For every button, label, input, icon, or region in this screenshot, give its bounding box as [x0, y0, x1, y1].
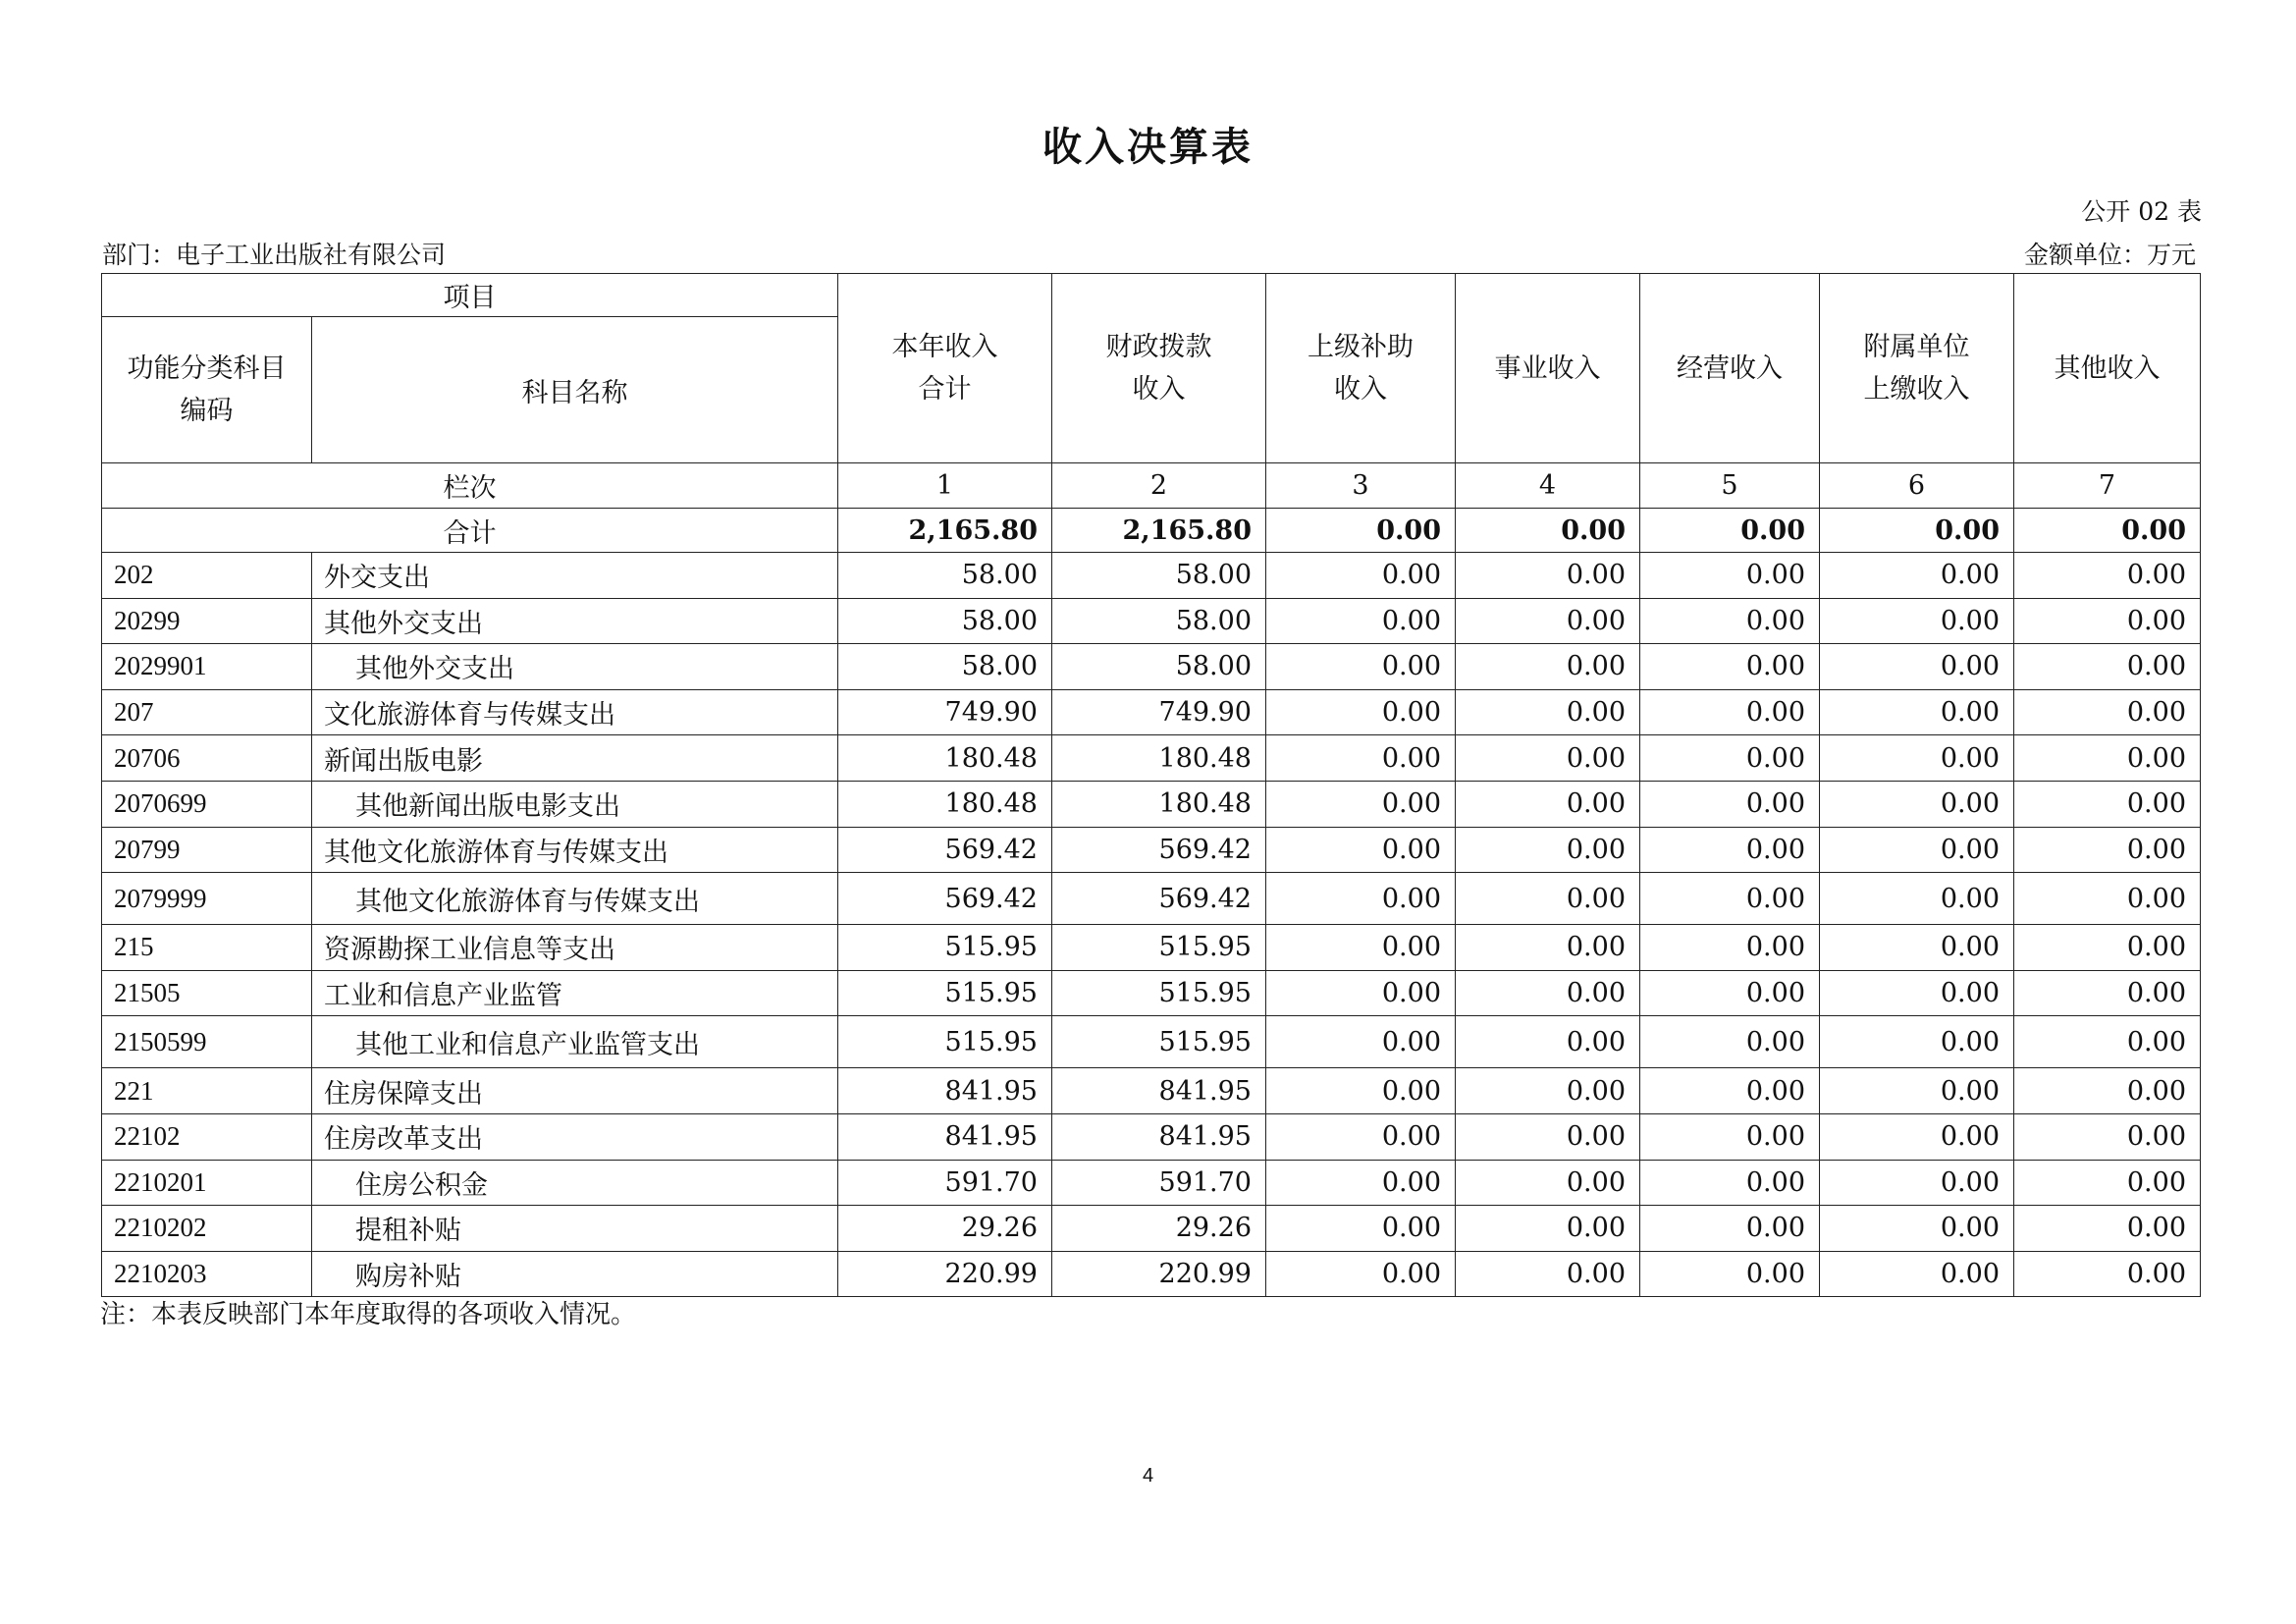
row-value: 0.00	[1456, 598, 1640, 644]
row-value: 0.00	[1456, 735, 1640, 782]
row-name: 住房公积金	[312, 1160, 838, 1206]
row-value: 515.95	[838, 925, 1052, 971]
page-title: 收入决算表	[1042, 125, 1254, 170]
row-code: 2210203	[102, 1251, 312, 1297]
row-code: 2210202	[102, 1206, 312, 1252]
row-value: 0.00	[1266, 781, 1456, 827]
row-name: 提租补贴	[312, 1206, 838, 1252]
table-row	[102, 689, 2201, 735]
row-value: 0.00	[1456, 1160, 1640, 1206]
row-value: 180.48	[1052, 735, 1266, 782]
row-value: 569.42	[1052, 873, 1266, 925]
header-col-7: 其他收入	[2014, 274, 2201, 463]
row-value: 515.95	[838, 1016, 1052, 1068]
row-value: 0.00	[1820, 781, 2014, 827]
row-value: 0.00	[1266, 873, 1456, 925]
row-value: 591.70	[838, 1160, 1052, 1206]
row-value: 0.00	[1820, 925, 2014, 971]
row-code: 2210201	[102, 1160, 312, 1206]
row-name: 其他文化旅游体育与传媒支出	[312, 827, 838, 873]
income-table	[101, 273, 2201, 1297]
row-value: 0.00	[1266, 1068, 1456, 1114]
row-value: 0.00	[1640, 1160, 1820, 1206]
row-value: 0.00	[2014, 781, 2201, 827]
row-name: 外交支出	[312, 553, 838, 599]
row-name: 新闻出版电影	[312, 735, 838, 782]
row-value: 0.00	[2014, 644, 2201, 690]
row-code: 202	[102, 553, 312, 599]
row-name: 其他工业和信息产业监管支出	[312, 1016, 838, 1068]
total-value: 0.00	[1266, 509, 1456, 553]
department-label: 部门：电子工业出版社有限公司	[102, 241, 447, 269]
row-code: 207	[102, 689, 312, 735]
row-value: 0.00	[1820, 1113, 2014, 1160]
header-row-1	[102, 274, 2201, 317]
row-value: 0.00	[1820, 553, 2014, 599]
row-value: 0.00	[2014, 827, 2201, 873]
row-value: 0.00	[1820, 1206, 2014, 1252]
row-name: 其他新闻出版电影支出	[312, 781, 838, 827]
row-code: 215	[102, 925, 312, 971]
row-name: 住房改革支出	[312, 1113, 838, 1160]
row-value: 0.00	[1640, 1251, 1820, 1297]
table-row	[102, 553, 2201, 599]
row-value: 0.00	[2014, 1206, 2201, 1252]
row-value: 0.00	[1266, 598, 1456, 644]
row-name: 其他外交支出	[312, 644, 838, 690]
row-code: 20799	[102, 827, 312, 873]
row-value: 58.00	[1052, 553, 1266, 599]
row-value: 0.00	[2014, 1160, 2201, 1206]
row-value: 0.00	[1456, 970, 1640, 1016]
header-name: 科目名称	[312, 317, 838, 463]
total-row	[102, 509, 2201, 553]
row-value: 0.00	[1456, 827, 1640, 873]
row-value: 569.42	[1052, 827, 1266, 873]
total-value: 2,165.80	[1052, 509, 1266, 553]
row-value: 0.00	[1640, 644, 1820, 690]
row-value: 0.00	[1640, 970, 1820, 1016]
header-col-2: 财政拨款 收入	[1052, 274, 1266, 463]
header-col-4: 事业收入	[1456, 274, 1640, 463]
seq-cell: 5	[1640, 463, 1820, 509]
unit-label: 金额单位：万元	[2023, 241, 2196, 269]
row-value: 180.48	[838, 735, 1052, 782]
row-value: 0.00	[1820, 827, 2014, 873]
table-row	[102, 970, 2201, 1016]
table-row	[102, 1160, 2201, 1206]
row-value: 0.00	[1820, 873, 2014, 925]
row-value: 0.00	[1820, 689, 2014, 735]
total-value: 0.00	[1820, 509, 2014, 553]
row-value: 180.48	[838, 781, 1052, 827]
row-value: 58.00	[1052, 598, 1266, 644]
row-value: 0.00	[1266, 970, 1456, 1016]
seq-label: 栏次	[102, 463, 838, 509]
row-value: 220.99	[838, 1251, 1052, 1297]
form-number: 公开 02 表	[2081, 197, 2202, 226]
row-value: 58.00	[838, 553, 1052, 599]
row-name: 工业和信息产业监管	[312, 970, 838, 1016]
row-code: 21505	[102, 970, 312, 1016]
row-code: 20299	[102, 598, 312, 644]
row-value: 0.00	[1640, 598, 1820, 644]
row-value: 0.00	[1640, 781, 1820, 827]
table-row	[102, 644, 2201, 690]
total-value: 2,165.80	[838, 509, 1052, 553]
row-name: 住房保障支出	[312, 1068, 838, 1114]
header-col-1: 本年收入 合计	[838, 274, 1052, 463]
row-value: 515.95	[1052, 1016, 1266, 1068]
row-value: 0.00	[2014, 598, 2201, 644]
seq-cell: 4	[1456, 463, 1640, 509]
row-name: 文化旅游体育与传媒支出	[312, 689, 838, 735]
row-value: 0.00	[1266, 1113, 1456, 1160]
row-value: 569.42	[838, 873, 1052, 925]
row-value: 0.00	[1456, 1113, 1640, 1160]
row-value: 515.95	[1052, 925, 1266, 971]
total-label: 合计	[102, 509, 838, 553]
row-value: 0.00	[1456, 689, 1640, 735]
row-value: 0.00	[1456, 1016, 1640, 1068]
total-value: 0.00	[1640, 509, 1820, 553]
table-row	[102, 1068, 2201, 1114]
row-value: 220.99	[1052, 1251, 1266, 1297]
row-value: 0.00	[1266, 1251, 1456, 1297]
row-value: 0.00	[1266, 553, 1456, 599]
row-value: 0.00	[1266, 827, 1456, 873]
row-value: 0.00	[1820, 1160, 2014, 1206]
row-value: 0.00	[1640, 1068, 1820, 1114]
row-value: 749.90	[1052, 689, 1266, 735]
row-value: 0.00	[1820, 598, 2014, 644]
row-value: 0.00	[1456, 925, 1640, 971]
row-value: 0.00	[1456, 553, 1640, 599]
row-value: 841.95	[838, 1113, 1052, 1160]
row-value: 0.00	[1820, 970, 2014, 1016]
page-number: 4	[1142, 1465, 1154, 1487]
row-value: 0.00	[1266, 1016, 1456, 1068]
row-value: 0.00	[2014, 925, 2201, 971]
table-row	[102, 827, 2201, 873]
row-value: 0.00	[1640, 873, 1820, 925]
row-value: 841.95	[1052, 1068, 1266, 1114]
seq-cell: 2	[1052, 463, 1266, 509]
row-value: 0.00	[1456, 1068, 1640, 1114]
seq-cell: 3	[1266, 463, 1456, 509]
row-name: 其他文化旅游体育与传媒支出	[312, 873, 838, 925]
row-value: 0.00	[1640, 735, 1820, 782]
row-value: 58.00	[1052, 644, 1266, 690]
row-value: 0.00	[1266, 1206, 1456, 1252]
row-value: 180.48	[1052, 781, 1266, 827]
row-value: 0.00	[2014, 970, 2201, 1016]
row-value: 0.00	[2014, 735, 2201, 782]
row-value: 0.00	[1640, 925, 1820, 971]
row-value: 0.00	[1266, 735, 1456, 782]
row-value: 0.00	[1820, 644, 2014, 690]
data-rows	[102, 553, 2201, 1297]
seq-cell: 7	[2014, 463, 2201, 509]
row-value: 29.26	[838, 1206, 1052, 1252]
total-value: 0.00	[1456, 509, 1640, 553]
table-row	[102, 1206, 2201, 1252]
row-value: 0.00	[1640, 553, 1820, 599]
row-value: 58.00	[838, 644, 1052, 690]
header-code: 功能分类科目 编码	[102, 317, 312, 463]
row-value: 515.95	[1052, 970, 1266, 1016]
table-note: 注：本表反映部门本年度取得的各项收入情况。	[100, 1300, 637, 1329]
header-col-6: 附属单位 上缴收入	[1820, 274, 2014, 463]
row-value: 0.00	[2014, 1068, 2201, 1114]
row-value: 0.00	[1266, 644, 1456, 690]
table-row	[102, 598, 2201, 644]
header-col-3: 上级补助 收入	[1266, 274, 1456, 463]
row-value: 841.95	[838, 1068, 1052, 1114]
row-value: 0.00	[1820, 735, 2014, 782]
row-value: 0.00	[1456, 644, 1640, 690]
row-code: 221	[102, 1068, 312, 1114]
row-name: 购房补贴	[312, 1251, 838, 1297]
row-value: 0.00	[1820, 1251, 2014, 1297]
row-value: 0.00	[1640, 827, 1820, 873]
row-value: 0.00	[1456, 1251, 1640, 1297]
seq-row	[102, 463, 2201, 509]
row-value: 0.00	[2014, 689, 2201, 735]
row-name: 资源勘探工业信息等支出	[312, 925, 838, 971]
row-code: 2070699	[102, 781, 312, 827]
seq-cell: 6	[1820, 463, 2014, 509]
row-value: 569.42	[838, 827, 1052, 873]
row-value: 58.00	[838, 598, 1052, 644]
row-name: 其他外交支出	[312, 598, 838, 644]
row-code: 2079999	[102, 873, 312, 925]
row-code: 22102	[102, 1113, 312, 1160]
table-row	[102, 781, 2201, 827]
total-value: 0.00	[2014, 509, 2201, 553]
row-value: 0.00	[1820, 1068, 2014, 1114]
row-code: 20706	[102, 735, 312, 782]
row-value: 0.00	[1456, 781, 1640, 827]
table-row	[102, 925, 2201, 971]
row-value: 0.00	[1266, 925, 1456, 971]
row-value: 0.00	[2014, 1016, 2201, 1068]
table-row	[102, 1016, 2201, 1068]
row-value: 0.00	[1640, 1016, 1820, 1068]
row-value: 841.95	[1052, 1113, 1266, 1160]
row-value: 0.00	[2014, 553, 2201, 599]
row-value: 515.95	[838, 970, 1052, 1016]
row-value: 0.00	[2014, 1113, 2201, 1160]
row-value: 0.00	[1640, 1113, 1820, 1160]
row-value: 749.90	[838, 689, 1052, 735]
table-row	[102, 1113, 2201, 1160]
row-value: 0.00	[1640, 1206, 1820, 1252]
row-value: 0.00	[1456, 1206, 1640, 1252]
row-value: 0.00	[2014, 1251, 2201, 1297]
row-code: 2150599	[102, 1016, 312, 1068]
row-value: 0.00	[1640, 689, 1820, 735]
seq-cell: 1	[838, 463, 1052, 509]
table-row	[102, 873, 2201, 925]
row-value: 0.00	[1266, 1160, 1456, 1206]
row-value: 29.26	[1052, 1206, 1266, 1252]
row-code: 2029901	[102, 644, 312, 690]
table-row	[102, 1251, 2201, 1297]
table-row	[102, 735, 2201, 782]
row-value: 0.00	[1266, 689, 1456, 735]
row-value: 591.70	[1052, 1160, 1266, 1206]
row-value: 0.00	[1820, 1016, 2014, 1068]
row-value: 0.00	[1456, 873, 1640, 925]
header-col-5: 经营收入	[1640, 274, 1820, 463]
row-value: 0.00	[2014, 873, 2201, 925]
header-item: 项目	[102, 274, 838, 317]
